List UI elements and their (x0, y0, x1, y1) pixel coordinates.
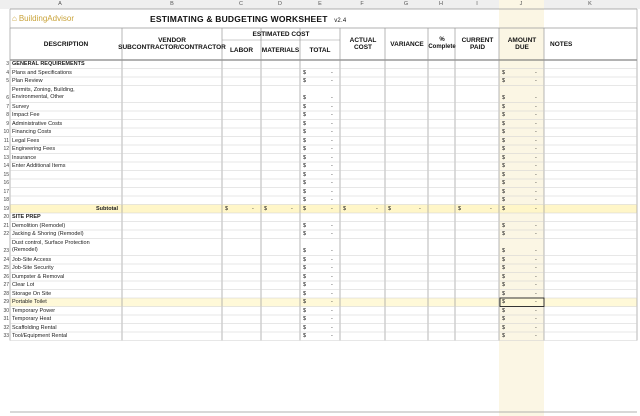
total-value: - (331, 282, 333, 288)
line-item-label: Storage On Site (12, 290, 52, 297)
selected-row-fill (10, 298, 637, 307)
total-currency: $ (303, 205, 307, 212)
row-number: 4 (6, 69, 9, 76)
total-value: - (331, 273, 333, 280)
line-item-label: Scaffolding Rental (12, 324, 57, 331)
total-value: - (331, 112, 333, 118)
total-currency: $ (303, 171, 307, 178)
amount-due-currency: $ (502, 333, 506, 339)
total-value: - (331, 103, 333, 110)
total-value: - (331, 307, 333, 314)
row-number: 29 (3, 299, 9, 305)
actual-currency: $ (343, 205, 347, 212)
line-item-label: Temporary Power (12, 307, 56, 314)
amount-due-currency: $ (502, 112, 506, 118)
total-value: - (331, 290, 333, 297)
amount-due-value: - (535, 273, 537, 280)
total-currency: $ (303, 188, 307, 195)
line-item-label: Clear Lot (12, 282, 35, 288)
line-item-label: Enter Additional Items (12, 163, 66, 169)
header-vendor: VENDOR SUBCONTRACTOR/CONTRACTOR (118, 37, 226, 51)
row-number: 11 (3, 137, 9, 144)
line-item-label: Dust control, Surface Protection (Remodel) (12, 239, 90, 253)
labor-currency: $ (225, 205, 229, 212)
amount-due-currency: $ (502, 146, 506, 152)
column-letter: I (476, 1, 478, 7)
total-currency: $ (303, 129, 307, 135)
header-amount-due: AMOUNT DUE (507, 37, 537, 51)
paid-currency: $ (458, 205, 462, 212)
total-currency: $ (303, 290, 307, 297)
total-currency: $ (303, 316, 307, 322)
worksheet-title (150, 14, 346, 24)
total-currency: $ (303, 94, 307, 101)
column-letter: E (318, 1, 322, 7)
amount-due-value: - (535, 324, 537, 331)
amount-due-value: - (535, 197, 537, 203)
row-number: 26 (3, 273, 9, 280)
total-value: - (331, 188, 333, 195)
variance-value: - (419, 205, 421, 212)
row-number: 10 (3, 129, 9, 135)
total-currency: $ (303, 163, 307, 169)
line-item-label: Plans and Specifications (12, 69, 72, 76)
total-value: - (331, 78, 333, 84)
row-number: 27 (3, 282, 9, 288)
header-description: DESCRIPTION (43, 40, 89, 48)
row-number: 12 (3, 146, 9, 152)
total-currency: $ (303, 265, 307, 271)
line-item-label: Plan Review (12, 78, 43, 84)
amount-due-value: - (535, 256, 537, 263)
total-value: - (331, 316, 333, 322)
variance-currency: $ (388, 205, 392, 212)
total-value: - (331, 154, 333, 161)
total-currency: $ (303, 256, 307, 263)
amount-due-currency: $ (502, 180, 506, 186)
row-number: 33 (3, 333, 9, 339)
line-item-label: Financing Costs (12, 129, 52, 135)
amount-due-currency: $ (502, 222, 506, 229)
materials-currency: $ (264, 205, 268, 212)
line-item-label: Administrative Costs (12, 120, 63, 127)
amount-due-currency: $ (502, 129, 506, 135)
amount-due-currency: $ (502, 103, 506, 110)
total-value: - (331, 94, 333, 101)
total-currency: $ (303, 137, 307, 144)
header-percent-complete: % Complete (428, 37, 456, 50)
row-number: 28 (3, 290, 9, 297)
paid-value: - (490, 205, 492, 212)
row-number: 23 (3, 248, 9, 254)
total-currency: $ (303, 222, 307, 229)
section-heading: GENERAL REQUIREMENTS (12, 61, 85, 67)
amount-due-currency: $ (502, 324, 506, 331)
line-item-label: Dumpster & Removal (12, 273, 65, 280)
amount-due-currency: $ (502, 299, 506, 305)
amount-due-value: - (535, 188, 537, 195)
total-value: - (331, 69, 333, 76)
amount-due-value: - (535, 205, 537, 212)
total-currency: $ (303, 103, 307, 110)
total-value: - (331, 120, 333, 127)
amount-due-value: - (535, 307, 537, 314)
row-number: 6 (6, 95, 9, 101)
amount-due-value: - (535, 171, 537, 178)
total-value: - (331, 265, 333, 271)
total-value: - (331, 222, 333, 229)
total-value: - (331, 180, 333, 186)
row-number: 30 (3, 307, 9, 314)
amount-due-currency: $ (502, 154, 506, 161)
brand-logo (12, 12, 84, 24)
amount-due-currency: $ (502, 188, 506, 195)
row-number: 5 (6, 78, 9, 84)
materials-value: - (291, 205, 293, 212)
column-letter: H (439, 1, 443, 7)
column-letter: C (239, 1, 243, 7)
header-total: TOTAL (309, 46, 331, 54)
total-value: - (331, 333, 333, 339)
amount-due-value: - (535, 129, 537, 135)
line-item-label: Job-Site Access (12, 256, 52, 263)
amount-due-value: - (535, 299, 537, 305)
amount-due-currency: $ (502, 120, 506, 127)
total-currency: $ (303, 282, 307, 288)
row-number: 3 (6, 61, 9, 67)
line-item-label: Jacking & Shoring (Remodel) (12, 231, 84, 237)
amount-due-currency: $ (502, 231, 506, 237)
row-number: 19 (3, 205, 9, 212)
row-number: 14 (3, 163, 9, 169)
line-item-label: Engineering Fees (12, 146, 56, 152)
column-letter: D (278, 1, 282, 7)
row-number: 31 (3, 316, 9, 322)
row-number: 13 (3, 154, 9, 161)
total-currency: $ (303, 299, 307, 305)
total-value: - (331, 129, 333, 135)
amount-due-value: - (535, 290, 537, 297)
line-item-label: Legal Fees (12, 137, 40, 144)
amount-due-value: - (535, 154, 537, 161)
header-estimated-cost: ESTIMATED COST (252, 30, 310, 38)
total-value: - (331, 205, 333, 212)
amount-due-value: - (535, 333, 537, 339)
amount-due-currency: $ (502, 171, 506, 178)
amount-due-value: - (535, 282, 537, 288)
amount-due-value: - (535, 94, 537, 101)
row-number: 32 (3, 324, 9, 331)
row-number: 7 (6, 103, 9, 110)
actual-value: - (376, 205, 378, 212)
line-item-label: Impact Fee (12, 112, 40, 118)
row-number: 15 (3, 171, 9, 178)
amount-due-value: - (535, 163, 537, 169)
total-currency: $ (303, 69, 307, 76)
amount-due-currency: $ (502, 94, 506, 101)
total-value: - (331, 256, 333, 263)
house-icon: ⌂ (12, 13, 17, 23)
row-number: 20 (3, 214, 9, 220)
total-value: - (331, 171, 333, 178)
total-currency: $ (303, 197, 307, 203)
line-item-label: Insurance (12, 154, 37, 161)
row-number: 9 (6, 120, 9, 127)
total-currency: $ (303, 112, 307, 118)
line-item-label: Portable Toilet (12, 299, 47, 305)
total-currency: $ (303, 180, 307, 186)
amount-due-currency: $ (502, 69, 506, 76)
amount-due-value: - (535, 69, 537, 76)
line-item-label: Job-Site Security (12, 265, 54, 271)
row-number: 25 (3, 265, 9, 271)
amount-due-currency: $ (502, 273, 506, 280)
amount-due-currency: $ (502, 282, 506, 288)
line-item-label: Temporary Heat (12, 316, 52, 322)
amount-due-value: - (535, 316, 537, 322)
amount-due-currency: $ (502, 256, 506, 263)
column-letter: J (519, 1, 523, 7)
header-labor: LABOR (229, 46, 254, 54)
amount-due-currency: $ (502, 197, 506, 203)
total-currency: $ (303, 333, 307, 339)
row-number: 8 (6, 112, 9, 118)
line-item-label: Survey (12, 103, 30, 110)
total-value: - (331, 197, 333, 203)
amount-due-value: - (535, 112, 537, 118)
column-letter: F (360, 1, 364, 7)
total-value: - (331, 247, 333, 254)
amount-due-currency: $ (502, 316, 506, 322)
row-number: 16 (3, 180, 9, 186)
row-number: 21 (3, 222, 9, 229)
header-variance: VARIANCE (390, 40, 424, 48)
row-number: 17 (3, 188, 9, 195)
amount-due-currency: $ (502, 163, 506, 169)
amount-due-currency: $ (502, 307, 506, 314)
amount-due-currency: $ (502, 247, 506, 254)
header-current-paid: CURRENT PAID (461, 37, 494, 51)
line-item-label: Permits, Zoning, Building, Environmental, Other (12, 86, 75, 100)
title-text: ESTIMATING & BUDGETING WORKSHEET (150, 14, 328, 24)
total-value: - (331, 324, 333, 331)
column-letter: B (170, 1, 174, 7)
header-materials: MATERIALS (261, 46, 300, 54)
header-notes: NOTES (550, 40, 573, 48)
total-currency: $ (303, 120, 307, 127)
amount-due-value: - (535, 103, 537, 110)
subtotal-label: Subtotal (96, 205, 118, 212)
column-letter: G (403, 1, 409, 7)
amount-due-value: - (535, 180, 537, 186)
line-item-label: Tool/Equipment Rental (12, 333, 68, 339)
amount-due-value: - (535, 247, 537, 254)
labor-value: - (252, 205, 254, 212)
total-currency: $ (303, 231, 307, 237)
total-value: - (331, 299, 333, 305)
row-number: 22 (3, 231, 9, 237)
amount-due-value: - (535, 78, 537, 84)
section-heading: SITE PREP (12, 214, 41, 220)
total-currency: $ (303, 247, 307, 254)
amount-due-currency: $ (502, 265, 506, 271)
brand-name: BuildingAdvisor (18, 13, 74, 23)
row-number: 18 (3, 197, 9, 203)
version-text: v2.4 (334, 18, 347, 24)
amount-due-value: - (535, 146, 537, 152)
total-currency: $ (303, 307, 307, 314)
amount-due-currency: $ (502, 290, 506, 297)
total-currency: $ (303, 324, 307, 331)
line-item-label: Demolition (Remodel) (12, 222, 66, 229)
header-actual-cost: ACTUAL COST (349, 37, 377, 51)
column-letter: A (58, 1, 62, 7)
amount-due-value: - (535, 137, 537, 144)
amount-due-value: - (535, 120, 537, 127)
amount-due-value: - (535, 265, 537, 271)
amount-due-currency: $ (502, 137, 506, 144)
total-currency: $ (303, 154, 307, 161)
total-currency: $ (303, 78, 307, 84)
amount-due-currency: $ (502, 78, 506, 84)
total-currency: $ (303, 146, 307, 152)
total-value: - (331, 231, 333, 237)
total-value: - (331, 137, 333, 144)
total-value: - (331, 163, 333, 169)
total-value: - (331, 146, 333, 152)
amount-due-currency: $ (502, 205, 506, 212)
amount-due-value: - (535, 222, 537, 229)
total-currency: $ (303, 273, 307, 280)
column-letter: K (588, 1, 592, 7)
amount-due-value: - (535, 231, 537, 237)
row-number: 24 (3, 256, 9, 263)
